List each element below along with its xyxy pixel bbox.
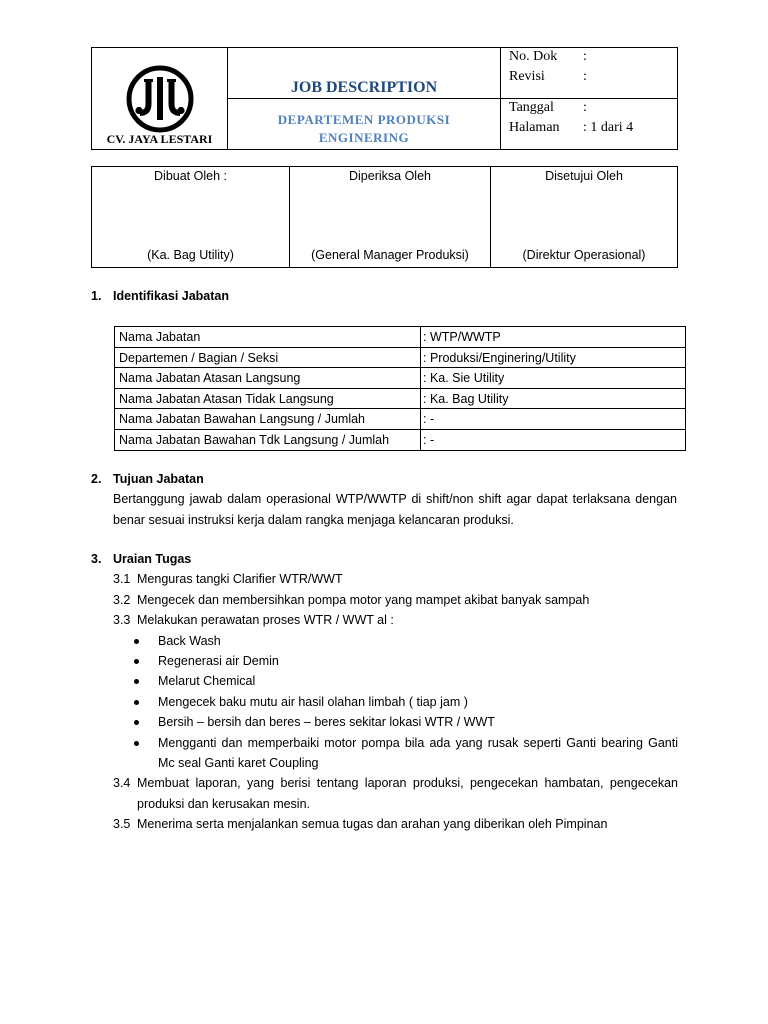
task-number: 3.2 [113,592,131,607]
title-cell [227,47,501,99]
company-name: CV. JAYA LESTARI [106,132,213,146]
approval-role: (Direktur Operasional) [522,248,646,262]
logo-cell [91,47,228,150]
meta-label-tanggal: Tanggal [509,100,554,115]
row-label: Nama Jabatan Atasan Tidak Langsung [115,389,421,409]
approval-role: (General Manager Produksi) [311,248,469,262]
bullet-text: Bersih – bersih dan beres – beres sekitar lokasi WTR / WWT [158,715,495,730]
position-identification-table [114,326,686,451]
task-number: 3.4 [113,776,131,791]
approval-heading: Diperiksa Oleh [349,169,431,183]
table-row [115,430,685,451]
row-value: : Produksi/Enginering/Utility [423,350,576,365]
section-heading [91,549,686,569]
section-heading [91,286,391,306]
row-label: Nama Jabatan Bawahan Tdk Langsung / Jumlah [115,430,421,451]
bullet-icon [134,679,139,684]
row-value: : Ka. Sie Utility [423,371,505,385]
task-number: 3.1 [113,572,131,587]
approval-cell-checked-by [289,166,491,268]
task-item [91,773,686,814]
task-number: 3.3 [113,613,131,628]
bullet-icon [134,741,139,746]
document-meta-top [500,47,678,99]
task-text: Menerima serta menjalankan semua tugas dan arahan yang diberikan oleh Pimpinan [137,817,608,832]
bullet-item [91,692,686,712]
meta-value-no-dok: : [583,49,587,64]
bullet-icon [134,659,139,664]
approval-cell-made-by [91,166,290,268]
department-line: ENGINERING [318,130,410,145]
task-item [91,569,686,589]
paragraph-line: benar sesuai instruksi kerja dalam rangka menjaga kelancaran produksi. [113,512,514,527]
meta-label-halaman: Halaman [509,120,560,135]
document-meta-bottom [500,98,678,150]
section-title: Identifikasi Jabatan [113,289,230,303]
task-text: produksi dan kerusakan mesin. [137,796,311,811]
department-cell [227,98,501,150]
bullet-text: Mc seal Ganti karet Coupling [158,755,319,770]
bullet-text: Mengecek baku mutu air hasil olahan limbah ( tiap jam ) [158,694,468,709]
meta-label-no-dok: No. Dok [509,49,558,64]
bullet-icon [134,639,139,644]
task-text: Membuat laporan, yang berisi tentang laporan produksi, pengecekan hambatan, pengecekan [137,776,678,791]
table-row [115,409,685,430]
section-title: Tujuan Jabatan [113,472,204,486]
company-logo-icon [124,63,196,135]
table-row [115,327,685,348]
task-item [91,610,686,630]
bullet-icon [134,720,139,725]
row-label: Nama Jabatan Atasan Langsung [115,368,421,388]
document-header [91,47,678,150]
bullet-text: Back Wash [158,633,221,648]
bullet-item [91,631,686,651]
section-number: 3. [91,552,102,566]
paragraph-line: Bertanggung jawab dalam operasional WTP/WWTP di shift/non shift agar dapat terlaksana dengan [113,492,677,507]
department-line: DEPARTEMEN PRODUKSI [277,112,451,127]
bullet-item [91,651,686,671]
task-item [91,590,686,610]
section-number: 1. [91,289,102,303]
bullet-text: Mengganti dan memperbaiki motor pompa bila ada yang rusak seperti Ganti bearing Ganti [158,735,678,750]
task-number: 3.5 [113,817,131,832]
task-text: Mengecek dan membersihkan pompa motor yang mampet akibat banyak sampah [137,592,590,607]
bullet-icon [134,700,139,705]
bullet-text: Regenerasi air Demin [158,653,279,668]
bullet-text: Melarut Chemical [158,674,256,689]
row-value: : - [423,412,435,426]
table-row [115,389,685,410]
table-row [115,368,685,389]
section-tasks [91,549,686,834]
meta-value-halaman: : 1 dari 4 [583,120,634,135]
task-text: Menguras tangki Clarifier WTR/WWT [137,572,343,587]
approval-heading: Disetujui Oleh [545,169,623,183]
row-value: : WTP/WWTP [423,330,501,344]
row-label: Departemen / Bagian / Seksi [115,348,421,368]
task-text: Melakukan perawatan proses WTR / WWT al : [137,613,394,628]
approval-role: (Ka. Bag Utility) [147,248,234,262]
meta-label-revisi: Revisi [509,69,545,84]
section-title: Uraian Tugas [113,552,192,566]
section-number: 2. [91,472,102,486]
approval-heading: Dibuat Oleh : [154,169,227,183]
meta-value-tanggal: : [583,100,587,115]
bullet-item [91,712,686,732]
approval-cell-approved-by [490,166,678,268]
section-heading [91,469,686,489]
section-purpose [91,469,686,530]
bullet-item [91,671,686,691]
bullet-item [91,733,686,774]
approval-table [91,166,678,268]
task-item [91,814,686,834]
row-label: Nama Jabatan [115,327,421,347]
document-title: JOB DESCRIPTION [290,79,438,96]
row-label: Nama Jabatan Bawahan Langsung / Jumlah [115,409,421,429]
row-value: : - [423,432,435,447]
table-row [115,348,685,369]
purpose-paragraph [113,489,677,530]
meta-value-revisi: : [583,69,587,84]
row-value: : Ka. Bag Utility [423,391,509,406]
